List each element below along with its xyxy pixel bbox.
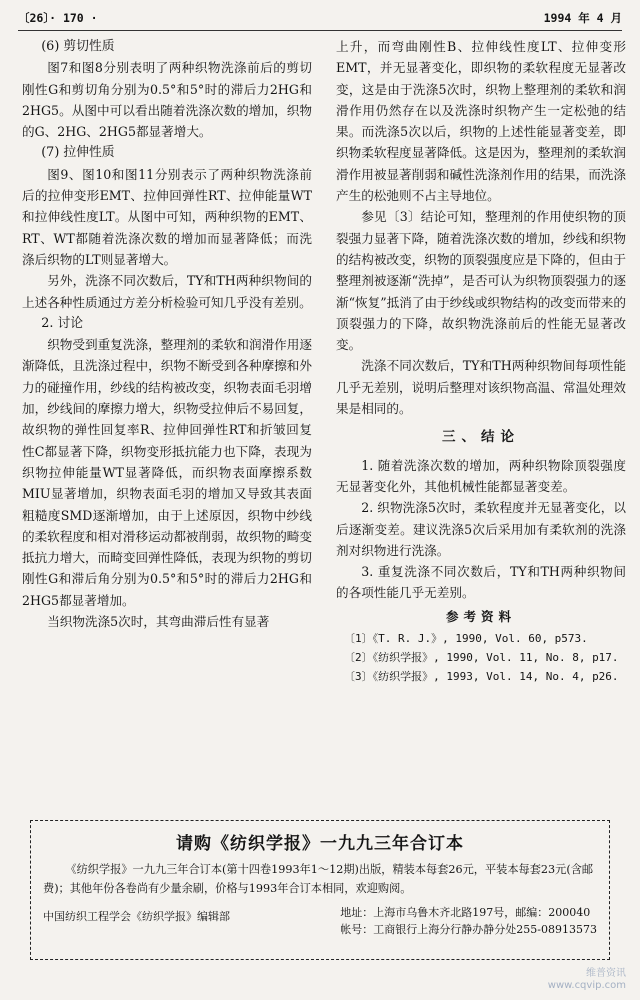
paragraph: 图7和图8分别表明了两种织物洗涤前后的剪切刚性G和剪切角分别为0.5°和5°时的滞后力2HG和2HG5。从图中可以看出随着洗涤次数的增加，织物的G、2HG、2HG5都显著增大。 xyxy=(22,60,312,140)
reference-item: 〔2〕《纺织学报》, 1990, Vol. 11, No. 8, p17. xyxy=(344,651,619,665)
subsection-heading: (6) 剪切性质 xyxy=(41,39,115,54)
paragraph: 上升，而弯曲刚性B、拉伸线性度LT、拉伸变形EMT，并无显著变化，即织物的柔软程度无显著改变，这是由于洗涤5次时，织物上整理剂的柔软和润滑作用仍然存在以及洗涤时织物产生一定松弛的结果。而洗涤5次以后，织物的上述性能显著变差，即织物柔软程度显著降低。这是因为，整理剂的柔软润滑作用被显著削弱和碱性洗涤剂作用的结果，而洗涤产生的松弛则不占主导地位。 xyxy=(336,39,626,204)
ad-contact xyxy=(340,904,597,938)
ad-publisher: 中国纺织工程学会《纺织学报》编辑部 xyxy=(43,910,230,923)
issue-date: 1994 年 4 月 xyxy=(543,11,622,25)
advertisement-box xyxy=(30,820,610,960)
paragraph: 洗涤不同次数后，TY和TH两种织物间每项性能几乎无差别，说明后整理对该织物高温、常温处理效果是相同的。 xyxy=(336,358,626,417)
reference-item: 〔1〕《T. R. J.》, 1990, Vol. 60, p573. xyxy=(344,632,588,646)
subsection-heading: 2. 讨论 xyxy=(41,315,84,331)
ad-body: 《纺织学报》一九九三年合订本(第十四卷1993年1～12期)出版，精装本每套26元，平装本每套23元(含邮费)；其他年份各卷尚有少量余刷，价格与1993年合订本相同，欢迎购阅。 xyxy=(43,863,594,895)
paragraph: 当织物洗涤5次时，其弯曲滞后性有显著 xyxy=(47,614,270,630)
page-header xyxy=(18,8,622,28)
conclusion-item: 2. 织物洗涤5次时，柔软程度并无显著变化，以后逐渐变差。建议洗涤5次后采用加有柔软剂的洗涤剂对织物进行洗涤。 xyxy=(336,500,626,558)
ad-title: 请购《纺织学报》一九九三年合订本 xyxy=(176,834,464,854)
right-column xyxy=(336,36,626,686)
paragraph: 另外，洗涤不同次数后，TY和TH两种织物间的上述各种性质通过方差分析检验可知几乎没有差别。 xyxy=(22,273,312,310)
conclusion-item: 3. 重复洗涤不同次数后，TY和TH两种织物间的各项性能几乎无差别。 xyxy=(336,564,626,601)
paragraph: 织物受到重复洗涤，整理剂的柔软和润滑作用逐渐降低，且洗涤过程中，织物不断受到各种摩擦和外力的碰撞作用，纱线的结构被改变，织物表面毛羽增加，纱线间的摩擦力增大，织物受拉伸后不易回复，故织物的弹性回复率R、拉伸回弹性RT和折皱回复性C都显著下降，织物变形抵抗能力也下降，表现为织物拉伸能量WT显著降低，而织物表面摩擦系数MIU显著增加，织物表面毛羽的增加又导致其表面粗糙度SMD逐渐增加，由于上述原因，织物中纱线的柔软程度和相对滑移运动都被削弱，故织物的畸变抵抗力增大，而畸变回弹性降低，表现为织物的剪切刚性G和滞后角分别为0.5°和5°时的滞后力2HG和2HG5都显著增加。 xyxy=(22,337,312,608)
header-rule xyxy=(18,30,622,31)
paragraph: 参见〔3〕结论可知，整理剂的作用使织物的顶裂强力显著下降，随着洗涤次数的增加，纱线和织物的结构被改变，织物的顶裂强度应是下降的，但由于整理剂被逐渐“洗掉”，是否可认为织物顶裂强力的逐渐“恢复”抵消了由于纱线或织物结构的改变而带来的顶裂强力的下降，故织物洗涤前后的性能无显著改变。 xyxy=(336,209,626,353)
ad-address: 地址：上海市乌鲁木齐北路197号，邮编：200040 xyxy=(340,906,591,919)
conclusion-item: 1. 随着洗涤次数的增加，两种织物除顶裂强度无显著变化外，其他机械性能都显著变差。 xyxy=(336,457,626,494)
subsection-heading: (7) 拉伸性质 xyxy=(41,145,115,161)
watermark-line: 维普资讯 xyxy=(586,968,626,979)
paragraph: 图9、图10和图11分别表示了两种织物洗涤前后的拉伸变形EMT、拉伸回弹性RT、拉伸能量WT和拉伸线性度LT。从图中可知，两种织物的EMT、RT、WT都随着洗涤次数的增加而显著降低；而洗涤后织物的LT则显著增大。 xyxy=(22,166,312,267)
reference-item: 〔3〕《纺织学报》, 1993, Vol. 14, No. 4, p26. xyxy=(344,670,619,684)
left-column xyxy=(22,36,312,632)
ad-account: 帐号：工商银行上海分行静办静分处255-08913573 xyxy=(340,923,597,936)
section-title: 三、结论 xyxy=(442,429,520,446)
ad-footer xyxy=(43,904,597,938)
watermark xyxy=(548,968,626,992)
references-title: 参考资料 xyxy=(445,608,516,624)
watermark-line: www.cqvip.com xyxy=(547,980,626,991)
page-number: 〔26〕· 170 · xyxy=(18,11,98,25)
